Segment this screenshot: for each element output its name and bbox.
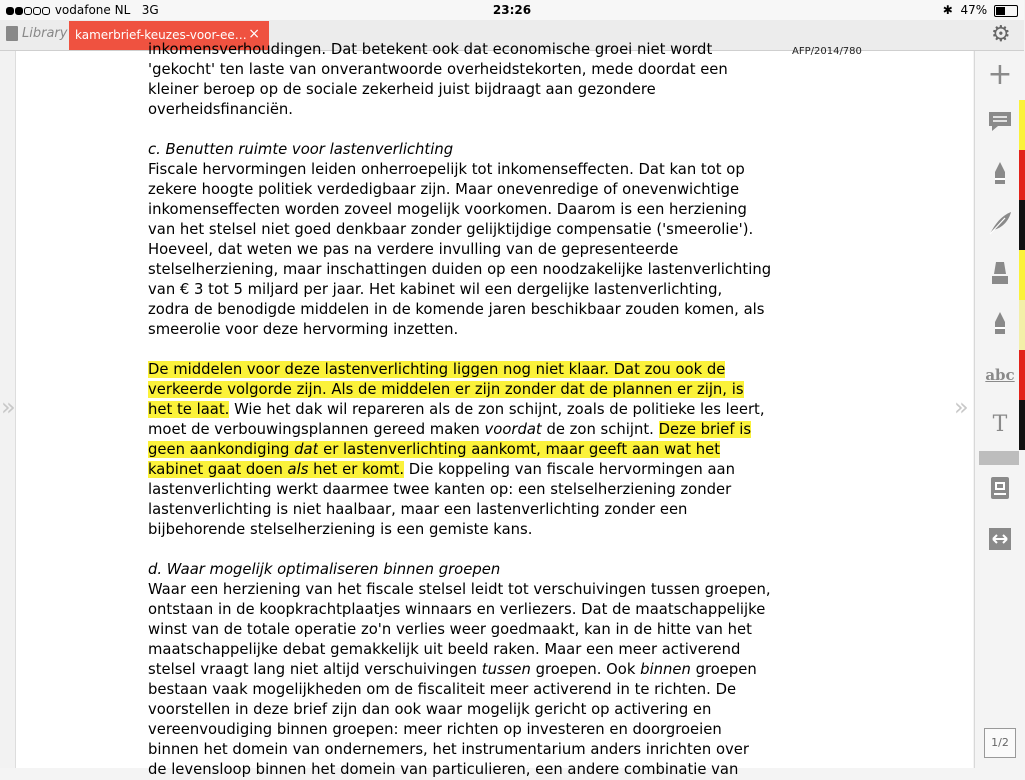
feather-icon[interactable]: [985, 210, 1015, 240]
comment-icon[interactable]: [985, 110, 1015, 140]
text-line: [148, 100, 788, 120]
text-segment: tussen: [481, 661, 531, 678]
chevron-right-icon[interactable]: »: [1, 393, 16, 421]
text-line: [148, 40, 788, 60]
text-line: [148, 600, 788, 620]
text-line: [148, 640, 788, 660]
page-indicator[interactable]: 1/2: [984, 728, 1016, 758]
highlighted-text: geen aankondiging: [148, 441, 295, 458]
text-line: [148, 500, 788, 520]
color-red[interactable]: [1019, 150, 1025, 200]
text-segment: zodra de benodigde middelen in de komende jaren beschikbaar zouden komen, als: [148, 301, 765, 318]
text-line: [148, 160, 788, 180]
text-segment: bijbehorende stelselherziening is een gemiste kans.: [148, 521, 533, 538]
text-line: [148, 280, 788, 300]
highlighted-text: kabinet gaat doen: [148, 461, 288, 478]
left-margin: [0, 51, 16, 768]
text-line: [148, 380, 788, 400]
text-line: [148, 360, 788, 380]
text-line: [148, 460, 788, 480]
text-line: [148, 720, 788, 740]
text-segment: bestaan vaak mogelijkheden om de fiscaliteit meer activerend in te richten. De: [148, 681, 737, 698]
text-line: [148, 740, 788, 760]
marker-icon[interactable]: [985, 160, 1015, 190]
text-tool[interactable]: T: [992, 412, 1008, 437]
highlighted-text: als: [287, 461, 309, 478]
highlighted-text: er lastenverlichting aankomt, maar geeft aan wat het: [318, 441, 721, 458]
highlighted-text: het te laat.: [148, 401, 230, 418]
paragraph-spacer: [148, 540, 788, 560]
text-line: [148, 480, 788, 500]
text-segment: c. Benutten ruimte voor lastenverlichting: [148, 141, 454, 158]
pencil-icon[interactable]: [985, 310, 1015, 340]
text-segment: de levensloop binnen het domein van particulieren, een andere combinatie van: [148, 761, 739, 778]
library-button[interactable]: [6, 26, 67, 41]
book-icon: [6, 26, 18, 41]
text-line: [148, 620, 788, 640]
battery-status: [943, 3, 1018, 17]
text-segment: lastenverlichting werkt daarmee twee kanten op: een stelselherziening zonder: [148, 481, 732, 498]
highlighted-text: De middelen voor deze lastenverlichting liggen nog niet klaar. Dat zou ook de: [148, 361, 726, 378]
text-segment: moet de verbouwingsplannen gereed maken: [148, 421, 485, 438]
text-segment: overheidsfinanciën.: [148, 101, 294, 118]
text-segment: inkomensverhoudingen. Dat betekent ook dat economische groei niet wordt: [148, 41, 713, 58]
color-black[interactable]: [1019, 200, 1025, 250]
text-segment: inkomenseffecten worden zoveel mogelijk voorkomen. Daarom is een herziening: [148, 201, 747, 218]
chevron-right-icon[interactable]: »: [954, 393, 969, 421]
text-segment: smeerolie voor deze hervorming inzetten.: [148, 321, 459, 338]
text-segment: groepen: [690, 661, 757, 678]
text-line: [148, 300, 788, 320]
highlighter-icon[interactable]: [985, 260, 1015, 290]
text-segment: kleiner beroep op de sociale zekerheid juist bijdraagt aan gezondere: [148, 81, 656, 98]
text-segment: van het stelsel niet goed denkbaar zonder gelijktijdige compensatie ('smeerolie').: [148, 221, 754, 238]
text-segment: Wie het dak wil repareren als de zon schijnt, zoals de politieke les leert,: [229, 401, 765, 418]
text-line: [148, 200, 788, 220]
text-line: [148, 60, 788, 80]
text-line: [148, 520, 788, 540]
text-segment: winst van de totale operatie zo'n verlies weer goedmaakt, kan in de hitte van het: [148, 621, 752, 638]
text-segment: Die koppeling van fiscale hervormingen aan: [404, 461, 735, 478]
text-line: [148, 80, 788, 100]
highlighted-text: het er komt.: [308, 461, 405, 478]
text-segment: de zon schijnt.: [541, 421, 659, 438]
text-segment: 'gekocht' ten laste van onverantwoorde overheidstekorten, mede doordat een: [148, 61, 728, 78]
text-line: [148, 760, 788, 780]
text-segment: van € 3 tot 5 miljard per jaar. Het kabinet wil een dergelijke lastenverlichting,: [148, 281, 723, 298]
document-text: [148, 40, 788, 780]
highlighted-text: Deze brief is: [658, 421, 752, 438]
color-black-2[interactable]: [1019, 400, 1025, 450]
color-yellow[interactable]: [1019, 100, 1025, 150]
clock: 23:26: [492, 3, 532, 17]
document-page: [16, 41, 973, 778]
text-line: [148, 580, 788, 600]
color-yellow-2[interactable]: [1019, 250, 1025, 300]
text-line: [148, 260, 788, 280]
text-segment: zekere hoogte politiek verdedigbaar zijn. Maar onevenredige of onevenwichtige: [148, 181, 740, 198]
resize-icon[interactable]: [985, 527, 1015, 557]
color-paleyellow[interactable]: [1019, 300, 1025, 350]
carrier-name: vodafone NL: [54, 3, 131, 17]
color-red-2[interactable]: [1019, 350, 1025, 400]
library-label: Library: [22, 26, 68, 41]
text-line: [148, 140, 788, 160]
text-segment: stelselherziening, maar inschattingen duiden op een noodzakelijke lastenverlichting: [148, 261, 772, 278]
bluetooth-icon: ✱: [942, 3, 953, 17]
text-segment: Hoeveel, dat weten we pas na verdere invulling van de gepresenteerde: [148, 241, 679, 258]
text-line: [148, 560, 788, 580]
text-strike-tool[interactable]: abc: [985, 366, 1015, 384]
text-line: [148, 220, 788, 240]
battery-percent: 47%: [960, 3, 988, 17]
text-line: [148, 320, 788, 340]
text-segment: Fiscale hervormingen leiden onherroepelijk tot inkomenseffecten. Dat kan tot op: [148, 161, 745, 178]
document-reference: AFP/2014/780: [792, 46, 862, 57]
color-slider[interactable]: [979, 451, 1019, 465]
status-bar: [0, 0, 1024, 20]
paragraph-spacer: [148, 340, 788, 360]
text-line: [148, 660, 788, 680]
text-segment: voordat: [484, 421, 542, 438]
text-segment: binnen het domein van ondernemers, het instrumentarium anders inrichten over: [148, 741, 749, 758]
battery-icon: [994, 5, 1018, 17]
text-segment: binnen: [640, 661, 691, 678]
text-segment: maatschappelijke debat gemakkelijk uit beeld raken. Maar een meer activerend: [148, 641, 741, 658]
text-line: [148, 420, 788, 440]
plus-icon[interactable]: +: [987, 57, 1013, 92]
network-type: 3G: [141, 3, 159, 17]
text-segment: vereenvoudiging binnen groepen: meer richten op investeren en doorgroeien: [148, 721, 722, 738]
text-line: [148, 440, 788, 460]
text-line: [148, 240, 788, 260]
paragraph-spacer: [148, 120, 788, 140]
text-line: [148, 700, 788, 720]
text-segment: groepen. Ook: [530, 661, 641, 678]
highlighted-text: verkeerde volgorde zijn. Als de middelen er zijn zonder dat de plannen er zijn, is: [148, 381, 744, 398]
text-segment: ontstaan in de koopkrachtplaatjes winnaars en verliezers. Dat de maatschappelijke: [148, 601, 766, 618]
tab-title: kamerbrief-keuzes-voor-ee…: [75, 28, 247, 42]
text-segment: lastenverlichting is niet haalbaar, maar een lastenverlichting zonder een: [148, 501, 688, 518]
text-segment: Waar een herziening van het fiscale stelsel leidt tot verschuivingen tussen groepen,: [148, 581, 771, 598]
highlighted-text: dat: [294, 441, 319, 458]
text-segment: d. Waar mogelijk optimaliseren binnen groepen: [148, 561, 501, 578]
gear-icon[interactable]: ⚙: [991, 22, 1011, 47]
text-segment: stelsel vraagt lang niet altijd verschuivingen: [148, 661, 482, 678]
text-segment: voorstellen in deze brief zijn dan ook waar mogelijk gericht op activering en: [148, 701, 712, 718]
stamp-icon[interactable]: [985, 475, 1015, 505]
text-line: [148, 400, 788, 420]
annotation-toolbar: [974, 51, 1025, 768]
text-line: [148, 680, 788, 700]
close-tab-icon[interactable]: ×: [248, 26, 260, 42]
text-line: [148, 180, 788, 200]
